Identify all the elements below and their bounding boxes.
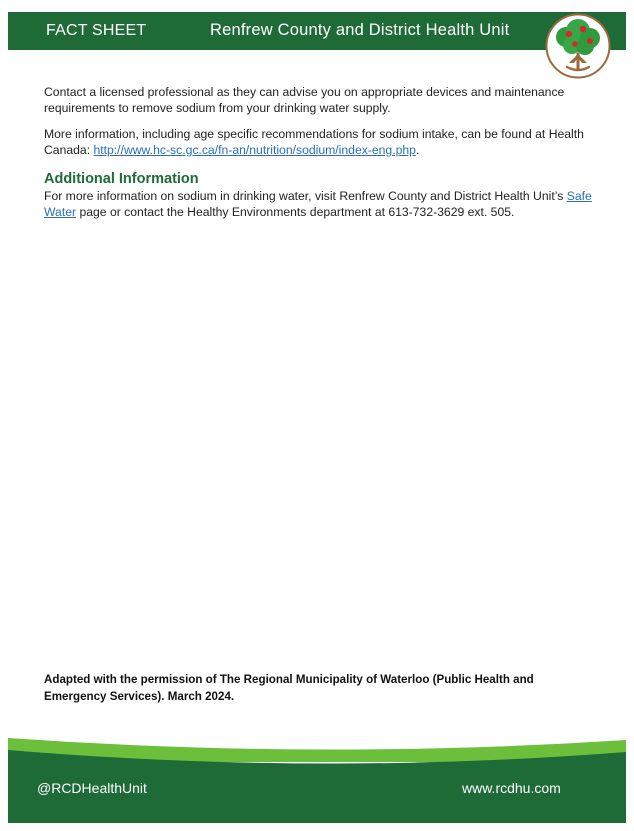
devices-paragraph: Contact a licensed professional as they can advise you on appropriate devices and maintenance requirements to remove sodium from your drinking water supply. [44,85,565,115]
safe-water-link[interactable]: Safe Water [44,189,592,219]
health-canada-text: More information, including age specific recommendations for sodium intake, can be found at Health Canada: [44,127,584,157]
additional-info-text: For more information on sodium in drinking water, visit Renfrew County and District Health Unit’s [44,189,567,203]
health-canada-paragraph [44,126,594,158]
adapted-permission-note: Adapted with the permission of The Regional Municipality of Waterloo (Public Health and Emergency Services). March 2024. [44,673,534,703]
website-address: www.rcdhu.com [462,780,561,796]
health-unit-logo [545,13,611,79]
social-handle: @RCDHealthUnit [37,780,147,796]
fact-sheet-body [44,84,594,230]
additional-information-heading: Additional Information [44,171,199,187]
organization-name: Renfrew County and District Health Unit [210,21,510,39]
additional-information-paragraph [44,188,594,220]
health-canada-link[interactable]: http://www.hc-sc.gc.ca/fn-an/nutrition/sodium/index-eng.php [93,143,416,157]
health-canada-suffix: . [415,143,420,157]
header-bar [8,12,626,50]
additional-info-suffix: page or contact the Healthy Environments department at 613-732-3629 ext. 505. [76,205,515,219]
document-type-label: FACT SHEET [46,22,147,39]
